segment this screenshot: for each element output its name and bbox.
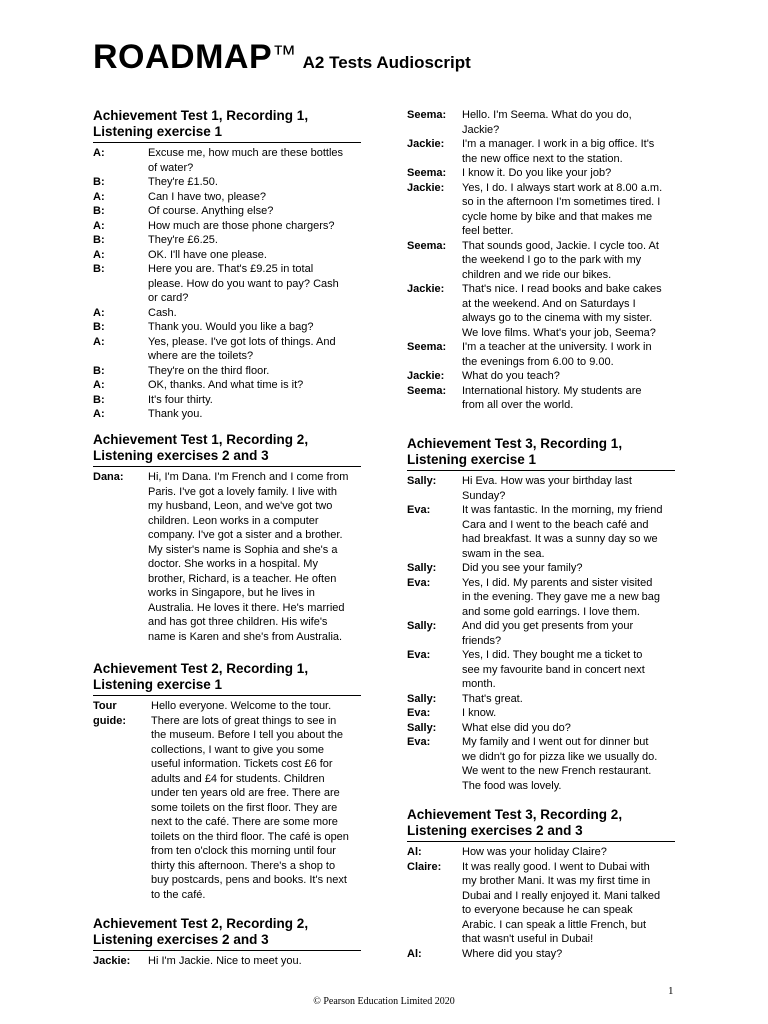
speaker-label: B: [93, 234, 105, 246]
utterance-line: the new office next to the station. [462, 152, 623, 165]
dialogue-line [407, 282, 675, 340]
trademark-symbol: ™ [272, 41, 297, 68]
speaker-label: B: [93, 205, 105, 217]
utterance [148, 190, 361, 205]
speaker-label: A: [93, 248, 105, 261]
section-heading-line: Achievement Test 1, Recording 1, [93, 108, 309, 123]
dialogue-line [407, 108, 675, 137]
utterance-line: How much are those phone chargers? [148, 219, 335, 232]
dialogue-line [407, 340, 675, 369]
dialogue-line [93, 146, 361, 175]
utterance-line: in the evening. They gave me a new bag [462, 591, 660, 603]
dialogue-line [93, 306, 361, 321]
utterance [462, 239, 675, 283]
section-heading [407, 436, 675, 471]
utterance-line: Dubai and I really enjoyed it. Mani talked [462, 889, 661, 902]
utterance-line: works in Singapore, but he lives in [148, 587, 315, 599]
utterance-line: It's four thirty. [148, 393, 213, 406]
speaker-label: Tour guide: [93, 700, 126, 727]
speaker-label: A: [93, 379, 105, 391]
speaker-label: Al: [407, 947, 422, 960]
utterance-line: Can I have two, please? [148, 190, 267, 203]
utterance-line: thirty this afternoon. There's a shop to [151, 859, 336, 872]
speaker-label: A: [93, 190, 105, 203]
utterance-line: Hello. I'm Seema. What do you do, [462, 109, 632, 121]
utterance-line: It was fantastic. In the morning, my friend [462, 504, 663, 516]
utterance [148, 320, 361, 335]
utterance-line: There are lots of great things to see in [151, 714, 337, 727]
utterance-line: Hi Eva. How was your birthday last [462, 475, 632, 487]
section-heading-line: Listening exercises 2 and 3 [93, 447, 269, 463]
utterance [148, 470, 361, 644]
utterance [462, 947, 675, 962]
dialogue-line [93, 699, 361, 902]
utterance-line: I'm a manager. I work in a big office. It's [462, 138, 655, 150]
utterance [462, 340, 675, 369]
utterance-line: and has got three children. His wife's [148, 616, 328, 628]
utterance [148, 364, 361, 379]
utterance-line: brother, Richard, is a teacher. He often [148, 572, 337, 585]
dialogue-line [93, 378, 361, 393]
dialogue-line [407, 239, 675, 283]
utterance-line: of water? [148, 161, 194, 174]
utterance-line: That's nice. I read books and bake cakes [462, 283, 662, 295]
speaker-label: B: [93, 364, 105, 377]
speaker-label: Seema: [407, 167, 447, 179]
dialogue-line [407, 181, 675, 239]
utterance-line: the weekend I go to the park with my [462, 254, 642, 266]
utterance-line: Australia. He loves it there. He's married [148, 601, 345, 614]
utterance-line: We love films. What's your job, Seema? [462, 326, 656, 339]
dialogue-line [93, 219, 361, 234]
utterance-line: Paris. I've got a lovely family. I live with [148, 485, 337, 498]
utterance [462, 576, 675, 620]
utterance-line: buy postcards, pens and books. It's next [151, 874, 347, 886]
utterance [148, 407, 361, 422]
utterance-line: Hi I'm Jackie. Nice to meet you. [148, 955, 302, 967]
dialogue-line [93, 204, 361, 219]
dialogue-line [93, 175, 361, 190]
utterance [462, 108, 675, 137]
speaker-label: Jackie: [407, 138, 445, 150]
dialogue-line [407, 474, 675, 503]
speaker-label: Jackie: [407, 181, 445, 194]
utterance-line: That sounds good, Jackie. I cycle too. At [462, 239, 659, 252]
utterance-line: We went to the new French restaurant. [462, 765, 652, 777]
utterance [462, 619, 675, 648]
utterance [148, 954, 361, 969]
section-heading [93, 432, 361, 467]
dialogue-line [407, 619, 675, 648]
utterance-line: under ten years old are free. There are [151, 787, 340, 799]
speaker-label: Eva: [407, 504, 431, 516]
section-heading-line: Listening exercise 1 [93, 676, 223, 692]
utterance-line: next to the café. There are some more [151, 816, 338, 828]
utterance-line: so in the afternoon I'm sometimes tired. I [462, 196, 661, 208]
utterance [462, 384, 675, 413]
utterance-line: feel better. [462, 225, 514, 237]
speaker-label: A: [93, 335, 105, 348]
dialogue-line [93, 364, 361, 379]
utterance-line: that wasn't useful in Dubai! [462, 933, 594, 945]
dialogue-line [93, 233, 361, 248]
dialogue-line [93, 470, 361, 644]
utterance [462, 692, 675, 707]
utterance-line: name is Karen and she's from Australia. [148, 630, 343, 643]
speaker-label: A: [93, 408, 105, 420]
dialogue-line [407, 384, 675, 413]
utterance-line: Where did you stay? [462, 947, 563, 960]
section-heading-line: Achievement Test 1, Recording 2, [93, 432, 309, 447]
utterance [462, 137, 675, 166]
utterance-line: we didn't go for pizza like we usually do. [462, 750, 658, 763]
utterance-line: and some gold earrings. I love them. [462, 605, 640, 618]
section-heading-line: Listening exercise 1 [407, 451, 537, 467]
section-test1-recording2 [93, 432, 361, 644]
utterance-line: Sunday? [462, 489, 506, 502]
utterance-line: to everyone because he can speak [462, 904, 633, 916]
utterance [151, 699, 361, 902]
utterance-line: Thank you. Would you like a bag? [148, 321, 314, 333]
dialogue-line [407, 648, 675, 692]
speaker-label: Claire: [407, 860, 442, 873]
utterance [462, 369, 675, 384]
utterance-line: Did you see your family? [462, 562, 583, 574]
dialogue-line [407, 860, 675, 947]
dialogue-line [407, 369, 675, 384]
speaker-label: A: [93, 219, 105, 232]
utterance [462, 181, 675, 239]
utterance [148, 219, 361, 234]
utterance-line: children and we ride our bikes. [462, 268, 612, 281]
section-test1-recording1 [93, 108, 361, 422]
utterance-line: My family and I went out for dinner but [462, 736, 649, 748]
section-test2-recording1 [93, 661, 361, 902]
speaker-label: A: [93, 306, 105, 319]
utterance-line: collections, I want to give you some [151, 743, 325, 756]
utterance-line: They're £6.25. [148, 234, 218, 246]
utterance-line: What else did you do? [462, 721, 571, 734]
speaker-label: Seema: [407, 384, 447, 397]
speaker-label: Eva: [407, 576, 431, 589]
section-heading [407, 807, 675, 842]
section-heading-line: Listening exercises 2 and 3 [407, 822, 583, 838]
utterance-line: OK, thanks. And what time is it? [148, 379, 304, 391]
dialogue-line [407, 561, 675, 576]
speaker-label: Sally: [407, 692, 437, 705]
dialogue-line [93, 262, 361, 306]
utterance-line: I'm a teacher at the university. I work in [462, 341, 652, 353]
utterance-line: It was really good. I went to Dubai with [462, 860, 650, 873]
section-heading [93, 916, 361, 951]
utterance-line: Excuse me, how much are these bottles [148, 147, 344, 159]
utterance [462, 735, 675, 793]
speaker-label: Sally: [407, 475, 437, 487]
utterance [148, 393, 361, 408]
utterance-line: I know. [462, 707, 497, 719]
utterance-line: toilets on the third floor. The café is open [151, 830, 349, 843]
utterance-line: Thank you. [148, 408, 203, 420]
dialogue-line [407, 947, 675, 962]
utterance-line: the museum. Before I tell you about the [151, 729, 344, 741]
utterance-line: Yes, I do. I always start work at 8.00 a.m. [462, 181, 663, 194]
utterance-line: adults and £4 for students. Children [151, 772, 325, 785]
copyright-footer: © Pearson Education Limited 2020 [313, 996, 455, 1007]
utterance-line: at the weekend. And on Saturdays I [462, 297, 636, 310]
utterance-line: What do you teach? [462, 370, 560, 382]
dialogue-line [93, 954, 361, 969]
dialogue-line [93, 335, 361, 364]
speaker-label: Al: [407, 846, 422, 858]
page-number: 1 [668, 985, 674, 997]
dialogue-line [407, 706, 675, 721]
utterance-line: They're £1.50. [148, 176, 218, 188]
utterance-line: Here you are. That's £9.25 in total [148, 263, 314, 275]
utterance-line: Arabic. I can speak a little French, but [462, 918, 647, 931]
utterance [148, 378, 361, 393]
utterance-line: to the café. [151, 888, 206, 901]
utterance-line: from all over the world. [462, 399, 574, 411]
utterance [462, 282, 675, 340]
utterance-line: International history. My students are [462, 384, 642, 397]
utterance-line: cycle home by bike and that makes me [462, 210, 653, 223]
utterance [462, 706, 675, 721]
utterance-line: Hello everyone. Welcome to the tour. [151, 700, 332, 712]
speaker-label: Eva: [407, 707, 431, 719]
dialogue-line [407, 166, 675, 181]
speaker-label: Eva: [407, 736, 431, 748]
dialogue-line [407, 576, 675, 620]
utterance [148, 146, 361, 175]
speaker-label: Jackie: [407, 370, 445, 382]
document-title [93, 40, 471, 74]
dialogue-line [407, 721, 675, 736]
speaker-label: Seema: [407, 239, 447, 252]
section-heading-line: Achievement Test 3, Recording 1, [407, 436, 623, 451]
utterance-line: swam in the sea. [462, 547, 545, 560]
utterance-line: Hi, I'm Dana. I'm French and I come from [148, 471, 349, 483]
speaker-label: Dana: [93, 471, 124, 483]
utterance [148, 306, 361, 321]
utterance [462, 648, 675, 692]
utterance [148, 204, 361, 219]
section-heading-line: Achievement Test 2, Recording 1, [93, 661, 309, 676]
utterance-line: or card? [148, 292, 189, 304]
utterance-line: useful information. Tickets cost £6 for [151, 758, 333, 770]
utterance-line: Yes, I did. They bought me a ticket to [462, 649, 643, 661]
section-test3-recording2 [407, 807, 675, 961]
speaker-label: Seema: [407, 341, 447, 353]
dialogue-line [93, 248, 361, 263]
dialogue-line [407, 735, 675, 793]
utterance [462, 503, 675, 561]
utterance-line: The food was lovely. [462, 779, 562, 792]
utterance-line: where are the toilets? [148, 350, 254, 362]
utterance [148, 233, 361, 248]
utterance-line: Yes, I did. My parents and sister visited [462, 576, 653, 589]
speaker-label: Sally: [407, 721, 437, 734]
dialogue-line [407, 692, 675, 707]
utterance-line: Cash. [148, 306, 177, 319]
utterance-line: month. [462, 678, 496, 690]
utterance-line: OK. I'll have one please. [148, 248, 267, 261]
dialogue-line [407, 503, 675, 561]
utterance [462, 721, 675, 736]
dialogue-line [407, 845, 675, 860]
utterance-line: Of course. Anything else? [148, 205, 274, 217]
utterance-line: My sister's name is Sophia and she's a [148, 543, 338, 556]
speaker-label: Eva: [407, 649, 431, 661]
utterance [148, 335, 361, 364]
utterance-line: the evenings from 6.00 to 9.00. [462, 355, 614, 368]
utterance-line: see my favourite band in concert next [462, 663, 645, 676]
utterance-line: I know it. Do you like your job? [462, 167, 612, 179]
utterance-line: my husband, Leon, and we've got two [148, 500, 333, 512]
utterance-line: friends? [462, 634, 502, 647]
section-heading [93, 661, 361, 696]
utterance-line: children. Leon works in a computer [148, 514, 319, 527]
section-heading [93, 108, 361, 143]
section-heading-line: Achievement Test 3, Recording 2, [407, 807, 623, 822]
utterance-line: my brother Mani. It was my first time in [462, 875, 651, 887]
section-heading-line: Listening exercises 2 and 3 [93, 931, 269, 947]
utterance-line: And did you get presents from your [462, 620, 634, 632]
utterance [148, 175, 361, 190]
dialogue-line [93, 393, 361, 408]
utterance-line: Yes, please. I've got lots of things. And [148, 335, 336, 348]
section-test3-recording1 [407, 436, 675, 793]
utterance-line: had breakfast. It was a sunny day so we [462, 533, 658, 545]
speaker-label: B: [93, 321, 105, 333]
utterance [462, 166, 675, 181]
utterance-line: from ten o'clock this morning until four [151, 845, 336, 857]
section-heading-line: Listening exercise 1 [93, 123, 223, 139]
utterance-line: doctor. She works in a hospital. My [148, 558, 318, 570]
speaker-label: B: [93, 263, 105, 275]
utterance-line: company. I've got a sister and a brother. [148, 529, 343, 541]
utterance [148, 248, 361, 263]
section-test2-recording2-continued [407, 108, 675, 413]
utterance-line: please. How do you want to pay? Cash [148, 277, 339, 290]
utterance-line: Cara and I went to the beach café and [462, 518, 649, 531]
utterance [462, 845, 675, 860]
dialogue-line [407, 137, 675, 166]
utterance-line: They're on the third floor. [148, 364, 270, 377]
utterance [462, 860, 675, 947]
utterance [148, 262, 361, 306]
document-subtitle: A2 Tests Audioscript [302, 53, 471, 72]
utterance [462, 474, 675, 503]
speaker-label: B: [93, 176, 105, 188]
brand-name: ROADMAP [93, 38, 273, 76]
section-test2-recording2 [93, 916, 361, 969]
speaker-label: B: [93, 393, 105, 406]
dialogue-line [93, 407, 361, 422]
utterance-line: some toilets on the first floor. They are [151, 801, 338, 814]
dialogue-line [93, 190, 361, 205]
utterance [462, 561, 675, 576]
speaker-label: Jackie: [407, 283, 445, 295]
speaker-label: Sally: [407, 620, 437, 632]
utterance-line: Jackie? [462, 123, 500, 136]
dialogue-line [93, 320, 361, 335]
section-heading-line: Achievement Test 2, Recording 2, [93, 916, 309, 931]
speaker-label: Sally: [407, 562, 437, 574]
speaker-label: Seema: [407, 109, 447, 121]
utterance-line: That's great. [462, 692, 523, 705]
utterance-line: How was your holiday Claire? [462, 846, 607, 858]
speaker-label: Jackie: [93, 955, 131, 967]
utterance-line: always go to the cinema with my sister. [462, 312, 653, 324]
speaker-label: A: [93, 147, 105, 159]
